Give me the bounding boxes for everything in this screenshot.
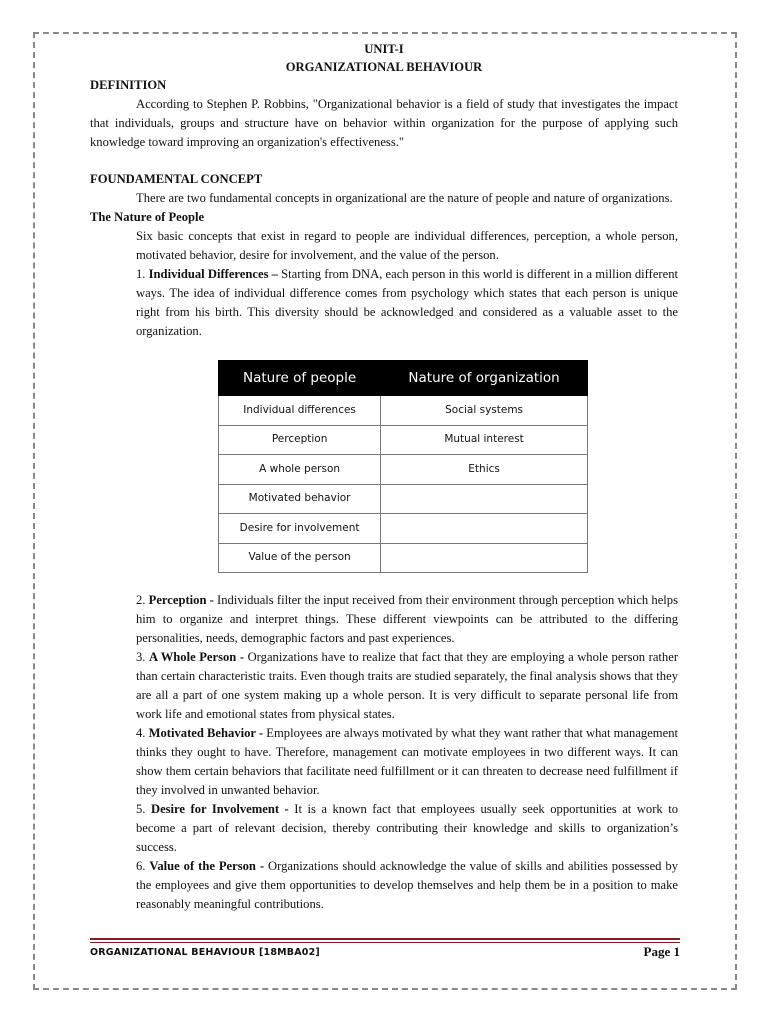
table-cell: Value of the person — [219, 543, 381, 573]
item-number: 4. — [136, 726, 149, 740]
item-term: Individual Differences – — [148, 267, 278, 281]
item-number: 2. — [136, 593, 149, 607]
list-item — [136, 724, 678, 800]
footer-rule-thin — [90, 942, 680, 943]
definition-heading: DEFINITION — [90, 78, 167, 92]
table-cell: Social systems — [381, 396, 588, 426]
item-text: Organizations should acknowledge the value of skills and abilities possessed by the employees and give them opportunities to develop themselves and help them be in a position to make reasonably meaningful contributions. — [136, 859, 679, 911]
table-row — [219, 396, 588, 426]
footer-course-title: ORGANIZATIONAL BEHAVIOUR [18MBA02] — [90, 947, 320, 958]
table-cell: Perception — [219, 425, 381, 455]
table-row — [219, 425, 588, 455]
nature-people-heading: The Nature of People — [90, 210, 205, 224]
list-item — [136, 591, 678, 648]
table-header-organization: Nature of organization — [381, 361, 588, 396]
list-item — [136, 648, 678, 724]
table-cell — [381, 484, 588, 514]
page-title: ORGANIZATIONAL BEHAVIOUR — [285, 60, 483, 74]
item-number: 5. — [136, 802, 151, 816]
footer-rule — [90, 938, 680, 940]
table-cell: Ethics — [381, 455, 588, 485]
table-row — [219, 543, 588, 573]
item-text: Individuals filter the input received from their environment through perception which helps him to organize and interpret things. These different viewpoints can be attributed to the differing personalities, needs, demographic factors and past experiences. — [136, 593, 678, 645]
table-row — [219, 484, 588, 514]
table-cell: A whole person — [219, 455, 381, 485]
table-cell — [381, 543, 588, 573]
fundamental-text: There are two fundamental concepts in organizational are the nature of people and nature of organizations. — [136, 191, 673, 205]
table-row — [219, 455, 588, 485]
page-number: Page 1 — [643, 944, 680, 959]
item-number: 1. — [136, 267, 149, 281]
nature-people-list — [136, 227, 678, 341]
item-term: Desire for Involvement - — [150, 802, 289, 816]
table-cell: Motivated behavior — [219, 484, 381, 514]
concept-list — [136, 591, 678, 914]
document-body — [90, 40, 678, 914]
item-number: 6. — [136, 859, 150, 873]
list-item — [136, 800, 678, 857]
table-cell — [381, 514, 588, 544]
item-term: Value of the Person - — [149, 859, 265, 873]
unit-label: UNIT-I — [364, 42, 404, 56]
item-text: Starting from DNA, each person in this world is different in a million different ways. The idea of individual difference comes from psychology which states that each person is unique right from his birth. This diversity should be acknowledged and considered as a valuable asset to the organization. — [136, 267, 678, 338]
table-header-people: Nature of people — [219, 361, 381, 396]
item-text: Organizations have to realize that fact that they are employing a whole person rather than certain characteristic traits. Even though traits are studied separately, the final analysis shows that they are all a part of one system making up a whole person. It is very difficult to separate personal life from work life and emotional states from physical states. — [136, 650, 679, 721]
item-text: It is a known fact that employees usually seek opportunities at work to become a part of relevant decision, thereby contributing their knowledge and skills to organization’s success. — [136, 802, 679, 854]
table-cell: Desire for involvement — [219, 514, 381, 544]
nature-table — [218, 360, 588, 573]
list-item — [136, 857, 678, 914]
table-row — [219, 514, 588, 544]
list-item — [136, 265, 678, 341]
item-term: Perception - — [148, 593, 214, 607]
table-cell: Mutual interest — [381, 425, 588, 455]
table-cell: Individual differences — [219, 396, 381, 426]
table-header-row — [219, 361, 588, 396]
item-term: A Whole Person - — [149, 650, 245, 664]
nature-people-intro: Six basic concepts that exist in regard to people are individual differences, perception, a whole person, motivated behavior, desire for involvement, and the value of the person. — [136, 229, 678, 262]
fundamental-heading: FOUNDAMENTAL CONCEPT — [90, 172, 263, 186]
definition-text: According to Stephen P. Robbins, "Organizational behavior is a field of study that investigates the impact that individuals, groups and structure have on behavior within organization for the purpose of applying such knowledge toward improving an organization's effectiveness." — [90, 97, 678, 149]
item-text: Employees are always motivated by what they want rather that what management thinks they ought to have. Therefore, management can motivate employees in two different ways. It can show them certain behaviors that facilitate need fulfillment or it can threaten to decrease need fulfillment if they involved in unwanted behavior. — [136, 726, 678, 797]
item-term: Motivated Behavior - — [148, 726, 264, 740]
item-number: 3. — [136, 650, 149, 664]
